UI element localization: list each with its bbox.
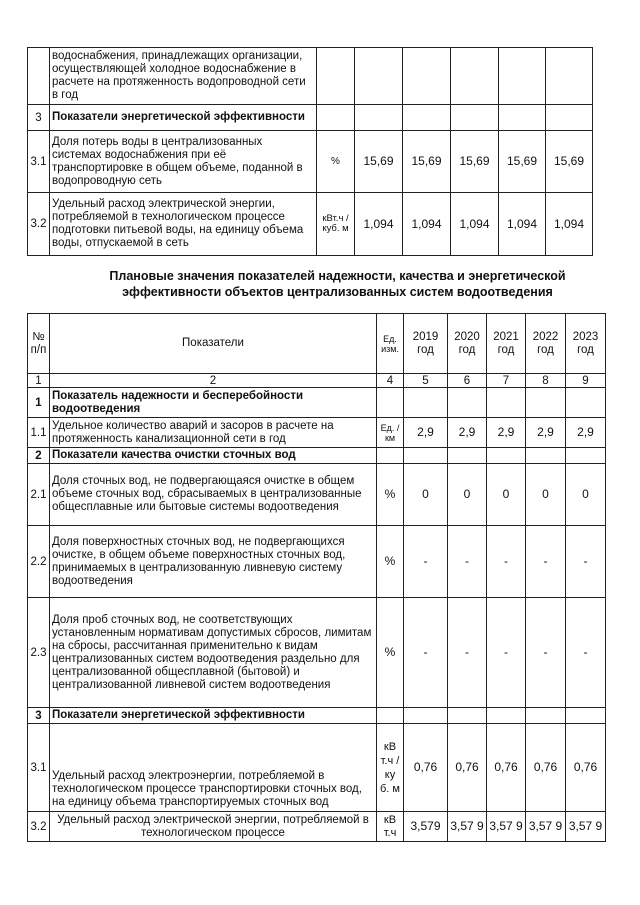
row-index: 2.2 <box>28 526 50 598</box>
value-cell <box>404 448 448 464</box>
value-cell: 15,69 <box>403 131 451 193</box>
row-unit: % <box>377 526 404 598</box>
value-cell: 2,9 <box>526 418 566 448</box>
header-number: № п/п <box>28 314 50 374</box>
value-cell: - <box>526 526 566 598</box>
header-year: 2019 год <box>404 314 448 374</box>
row-label: Удельный расход электрической энергии, потребляемой в технологическом процессе <box>50 812 377 842</box>
row-unit <box>317 48 355 105</box>
table-row <box>28 418 606 448</box>
value-cell <box>566 708 606 724</box>
value-cell: 3,57 9 <box>448 812 487 842</box>
row-label: Доля поверхностных сточных вод, не подвергающихся очистке, в общем объеме поверхностных сточных вод, принимаемых в централизованную ливневую систему водоотведения <box>50 526 377 598</box>
value-cell <box>487 388 526 418</box>
row-unit <box>377 448 404 464</box>
value-cell <box>526 388 566 418</box>
value-cell: - <box>448 598 487 708</box>
row-label: водоснабжения, принадлежащих организации, осуществляющей холодное водоснабжение в расчете на протяженность водопроводной сети в год <box>50 48 317 105</box>
row-index <box>28 48 50 105</box>
row-unit: Ед. / км <box>377 418 404 448</box>
row-index: 3 <box>28 708 50 724</box>
table-row <box>28 724 606 812</box>
value-cell <box>566 388 606 418</box>
value-cell: 3,57 9 <box>526 812 566 842</box>
value-cell: 1,094 <box>355 193 403 256</box>
value-cell: - <box>448 526 487 598</box>
value-cell: - <box>404 526 448 598</box>
value-cell <box>546 105 593 131</box>
value-cell: 0,76 <box>448 724 487 812</box>
table-row <box>28 448 606 464</box>
value-cell <box>355 105 403 131</box>
water-supply-indicators-table <box>27 47 593 256</box>
value-cell <box>448 448 487 464</box>
row-unit: кВт.ч / куб. м <box>317 193 355 256</box>
value-cell: 1,094 <box>451 193 499 256</box>
value-cell: 0 <box>448 464 487 526</box>
row-index: 1 <box>28 388 50 418</box>
row-index: 3.1 <box>28 131 50 193</box>
value-cell: 0 <box>566 464 606 526</box>
header-year: 2023 год <box>566 314 606 374</box>
value-cell: 1,094 <box>546 193 593 256</box>
section-title: Показатель надежности и бесперебойности водоотведения <box>50 388 377 418</box>
value-cell <box>499 105 546 131</box>
value-cell: 3,57 9 <box>487 812 526 842</box>
value-cell: - <box>566 598 606 708</box>
row-index: 3.1 <box>28 724 50 812</box>
value-cell: - <box>526 598 566 708</box>
row-index: 3.2 <box>28 193 50 256</box>
row-unit: кВ т.ч / ку б. м <box>377 724 404 812</box>
table-row <box>28 526 606 598</box>
value-cell <box>448 388 487 418</box>
row-unit <box>317 105 355 131</box>
value-cell: 0 <box>487 464 526 526</box>
value-cell: 15,69 <box>499 131 546 193</box>
column-index: 6 <box>448 374 487 388</box>
value-cell <box>526 448 566 464</box>
table-row <box>28 708 606 724</box>
row-label: Удельный расход электроэнергии, потребляемой в технологическом процессе транспортировки сточных вод, на единицу объема транспортируемых сточных вод <box>50 724 377 812</box>
value-cell <box>499 48 546 105</box>
column-index: 4 <box>377 374 404 388</box>
value-cell: 0 <box>526 464 566 526</box>
table-row <box>28 388 606 418</box>
value-cell: - <box>566 526 606 598</box>
value-cell: 15,69 <box>355 131 403 193</box>
header-indicators: Показатели <box>50 314 377 374</box>
value-cell: - <box>404 598 448 708</box>
table-header-row <box>28 314 606 374</box>
value-cell: 0,76 <box>566 724 606 812</box>
value-cell <box>403 48 451 105</box>
value-cell: 0,76 <box>404 724 448 812</box>
value-cell <box>487 448 526 464</box>
value-cell: 2,9 <box>487 418 526 448</box>
value-cell <box>448 708 487 724</box>
value-cell <box>451 105 499 131</box>
row-label: Доля проб сточных вод, не соответствующих установленным нормативам допустимых сбросов, лимитам на сбросы, рассчитанная применительно к видам централизованных систем водоотведения раздельно для централизованной общесплавной (бытовой) и централизованной ливневой систем водоотведения <box>50 598 377 708</box>
row-unit <box>377 388 404 418</box>
value-cell <box>451 48 499 105</box>
row-index: 3 <box>28 105 50 131</box>
table-row <box>28 105 593 131</box>
row-unit <box>377 708 404 724</box>
row-label: Доля потерь воды в централизованных системах водоснабжения при её транспортировке в общем объеме, поданной в водопроводную сеть <box>50 131 317 193</box>
value-cell: - <box>487 526 526 598</box>
section-title: Показатели энергетической эффективности <box>50 708 377 724</box>
table-row <box>28 598 606 708</box>
row-unit: % <box>377 464 404 526</box>
value-cell: 15,69 <box>546 131 593 193</box>
table-row <box>28 48 593 105</box>
value-cell: 2,9 <box>448 418 487 448</box>
value-cell <box>526 708 566 724</box>
value-cell <box>404 708 448 724</box>
row-index: 1.1 <box>28 418 50 448</box>
row-index: 2.3 <box>28 598 50 708</box>
value-cell: 1,094 <box>499 193 546 256</box>
value-cell: 3,579 <box>404 812 448 842</box>
column-index-row <box>28 374 606 388</box>
value-cell: 0,76 <box>526 724 566 812</box>
value-cell: 1,094 <box>403 193 451 256</box>
section-heading: Плановые значения показателей надежности, качества и энергетической эффективности объектов централизованных систем водоотведения <box>109 269 566 299</box>
value-cell <box>487 708 526 724</box>
wastewater-indicators-table <box>27 313 606 842</box>
section-title: Показатели качества очистки сточных вод <box>50 448 377 464</box>
column-index: 7 <box>487 374 526 388</box>
table-row <box>28 193 593 256</box>
header-unit: Ед. изм. <box>377 314 404 374</box>
row-label: Удельное количество аварий и засоров в расчете на протяженность канализационной сети в год <box>50 418 377 448</box>
value-cell: 2,9 <box>566 418 606 448</box>
row-unit: % <box>317 131 355 193</box>
column-index: 5 <box>404 374 448 388</box>
header-year: 2021 год <box>487 314 526 374</box>
value-cell: 3,57 9 <box>566 812 606 842</box>
value-cell <box>566 448 606 464</box>
row-index: 2 <box>28 448 50 464</box>
table-row <box>28 464 606 526</box>
value-cell <box>403 105 451 131</box>
value-cell <box>355 48 403 105</box>
row-index: 3.2 <box>28 812 50 842</box>
row-label: Доля сточных вод, не подвергающаяся очистке в общем объеме сточных вод, сбрасываемых в централизованные общесплавные или бытовые системы водоотведения <box>50 464 377 526</box>
table-row <box>28 131 593 193</box>
column-index: 8 <box>526 374 566 388</box>
column-index: 1 <box>28 374 50 388</box>
section-title: Показатели энергетической эффективности <box>50 105 317 131</box>
value-cell: 15,69 <box>451 131 499 193</box>
table-row <box>28 812 606 842</box>
row-label: Удельный расход электрической энергии, потребляемой в технологическом процессе подготовки питьевой воды, на единицу объема воды, отпускаемой в сеть <box>50 193 317 256</box>
value-cell <box>404 388 448 418</box>
value-cell: - <box>487 598 526 708</box>
row-unit: кВ т.ч <box>377 812 404 842</box>
row-index: 2.1 <box>28 464 50 526</box>
row-unit: % <box>377 598 404 708</box>
column-index: 9 <box>566 374 606 388</box>
value-cell: 0 <box>404 464 448 526</box>
value-cell: 0,76 <box>487 724 526 812</box>
header-year: 2022 год <box>526 314 566 374</box>
value-cell: 2,9 <box>404 418 448 448</box>
value-cell <box>546 48 593 105</box>
column-index: 2 <box>50 374 377 388</box>
header-year: 2020 год <box>448 314 487 374</box>
